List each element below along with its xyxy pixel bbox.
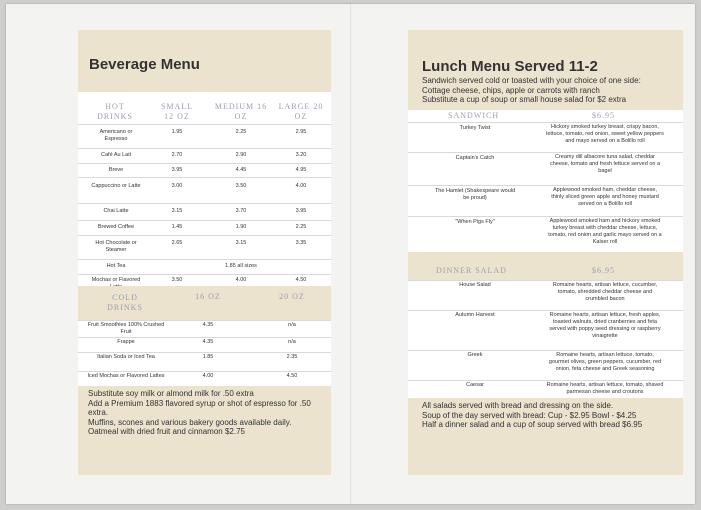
lunch-note-line: All salads served with bread and dressing on the side. <box>422 401 614 410</box>
beverage-notes <box>88 389 332 437</box>
lunch-note-line: Soup of the day served with bread: Cup - $2.95 Bowl - $4.25 <box>422 410 637 420</box>
hot-drinks-header <box>78 94 331 125</box>
sandwich-row <box>408 185 683 217</box>
hot-drink-row <box>78 163 331 178</box>
hot-drink-row <box>78 235 331 260</box>
large-price: 4.95 <box>295 166 307 173</box>
hot-drink-name: Brewed Coffee <box>97 224 135 230</box>
price-16oz: 4.35 <box>202 322 214 328</box>
page-fold <box>350 4 352 504</box>
medium-size-label: MEDIUM 16 OZ <box>214 102 268 121</box>
sandwich-name: Captain's Catch <box>455 155 495 161</box>
small-price: 3.15 <box>171 208 183 214</box>
small-price: 3.00 <box>171 183 183 189</box>
cold-20oz-label: 20 OZ <box>279 292 305 301</box>
cold-drink-row <box>78 352 331 372</box>
lunch-title-bar <box>408 30 683 110</box>
hot-drink-row <box>78 148 331 164</box>
hot-drink-name: Chai Latte <box>103 208 129 214</box>
sandwich-row <box>408 216 683 253</box>
hot-drink-name: Breve <box>108 166 124 173</box>
sandwich-row <box>408 152 683 186</box>
sandwich-description: Applewood smoked ham, cheddar cheese, thinly sliced green apple and honey mustard served on a Bolillo roll <box>551 187 659 207</box>
salad-description: Romaine hearts, artisan lettuce, tomato, gourmet olives, green peppers, cucumber, red onion, feta cheese and Greek seasoning <box>548 352 662 372</box>
cold-drink-row <box>78 337 331 353</box>
medium-price: 3.15 <box>235 240 247 246</box>
beverage-note-line: Oatmeal with dried fruit and cinnamon $2.75 <box>88 427 245 436</box>
hot-drink-row <box>78 259 331 275</box>
medium-price: 1.90 <box>235 224 247 230</box>
hot-drinks-label: HOT DRINKS <box>97 102 133 121</box>
salad-name: Autumn Harvest <box>455 312 495 318</box>
small-price: 1.45 <box>171 224 183 230</box>
sandwich-description: Applewood smoked ham and hickory smoked turkey breast with cheddar cheese, lettuce, tomato, red onion and garlic mayo served on a Kaiser roll <box>548 218 662 245</box>
large-price: 3.95 <box>295 208 307 214</box>
salad-row <box>408 310 683 351</box>
sandwich-description: Hickory smoked turkey breast, crispy bacon, lettuce, tomato, red onion, sweet yellow peppers and mayo served on a Bolillo roll <box>546 124 664 144</box>
cold-drinks-header <box>78 286 331 321</box>
medium-price: 4.45 <box>235 166 247 173</box>
sandwich-price: $6.95 <box>592 111 615 120</box>
hot-drink-name: Hot Chocolate or Steamer <box>95 240 137 253</box>
price-20oz: 4.50 <box>286 373 298 379</box>
medium-price: 2.25 <box>235 129 247 135</box>
sandwich-description: Creamy dill albacore tuna salad, cheddar cheese, tomato and fresh lettuce served on a bagel <box>549 154 661 174</box>
price-20oz: n/a <box>288 322 296 328</box>
medium-price: 3.50 <box>235 183 247 189</box>
large-price: 2.95 <box>295 129 307 135</box>
sandwich-label: SANDWICH <box>448 111 500 120</box>
salad-description: Romaine hearts, artisan lettuce, cucumber, tomato, shredded cheddar cheese and crumbled bacon <box>552 282 658 302</box>
salad-name: Caesar <box>466 382 484 388</box>
beverage-note-line: Substitute soy milk or almond milk for .50 extra <box>88 389 254 398</box>
small-price: 3.50 <box>171 277 183 283</box>
large-price: 3.35 <box>295 240 307 246</box>
small-price: 3.95 <box>171 166 183 173</box>
sandwich-name: Turkey Twist <box>459 125 491 131</box>
price-16oz: 4.00 <box>202 373 214 379</box>
price-20oz: n/a <box>288 339 296 345</box>
price-16oz: 4.35 <box>202 339 214 345</box>
lunch-notes-box <box>408 398 683 475</box>
dinner-salad-header <box>408 252 683 281</box>
hot-drink-name: Hot Tea <box>106 263 126 269</box>
large-price: 2.25 <box>295 224 307 230</box>
sandwich-name: "When Pigs Fly" <box>455 219 495 225</box>
hot-drink-row <box>78 124 331 149</box>
medium-price: 4.00 <box>235 277 247 283</box>
salad-row <box>408 380 683 399</box>
cold-drink-row <box>78 320 331 338</box>
hot-drink-name: Mochas or Flavored <box>91 277 141 283</box>
lunch-intro-line: Sandwich served cold or toasted with your choice of one side: <box>422 76 641 85</box>
sandwich-row <box>408 122 683 153</box>
lunch-intro-line: Cottage cheese, chips, apple or carrots with ranch <box>422 85 600 95</box>
lunch-notes <box>422 401 680 430</box>
beverage-title: Beverage Menu <box>89 56 200 73</box>
dinner-salad-price: $6.95 <box>592 266 615 275</box>
sandwich-name: The Hamlet (Shakespeare would be proud) <box>434 188 516 201</box>
hot-drink-name: Americano or Espresso <box>99 129 133 142</box>
hot-drink-name: Cappuccino or Latte <box>91 183 141 189</box>
large-size-label: LARGE 20 OZ <box>278 102 324 121</box>
beverage-notes-box <box>78 386 331 475</box>
small-price: 2.70 <box>171 152 183 158</box>
price-20oz: 2.35 <box>286 354 298 360</box>
lunch-intro <box>422 76 682 105</box>
cold-drink-name: Italian Soda or Iced Tea <box>97 354 155 360</box>
small-size-label: SMALL 12 OZ <box>160 102 194 121</box>
small-price: 2.65 <box>171 240 183 246</box>
cold-drink-row <box>78 371 331 387</box>
cold-drink-name: Iced Mochas or Flavored Lattes <box>87 373 165 379</box>
small-price: 1.95 <box>171 129 183 135</box>
hot-drink-row <box>78 177 331 204</box>
hot-drink-name: Café Au Lait <box>101 152 131 158</box>
hot-drink-row <box>78 203 331 221</box>
cold-drink-name: Fruit Smoothies 100% Crushed Fruit <box>87 322 165 335</box>
large-price: 4.00 <box>295 183 307 189</box>
cold-drink-name: Frappe <box>117 339 135 345</box>
beverage-note-line: Muffins, scones and various bakery goods available daily. <box>88 417 292 427</box>
cold-16oz-label: 16 OZ <box>195 292 221 301</box>
price-16oz: 1.85 <box>202 354 214 360</box>
dinner-salad-label: DINNER SALAD <box>436 266 507 275</box>
salad-description: Romaine hearts, artisan lettuce, fresh apples, toasted walnuts, dried cranberries and feta served with poppy seed dressing or raspberry vinaigrette <box>549 312 661 339</box>
cold-drinks-label: COLD DRINKS <box>107 293 143 312</box>
medium-price: 3.70 <box>235 208 247 214</box>
lunch-intro-line: Substitute a cup of soup or small house salad for $2 extra <box>422 95 627 104</box>
medium-price: 2.90 <box>235 152 247 158</box>
lunch-note-line: Half a dinner salad and a cup of soup served with bread $6.95 <box>422 420 643 429</box>
hot-drink-row <box>78 220 331 236</box>
lunch-page <box>408 30 683 475</box>
lunch-title: Lunch Menu Served 11-2 <box>422 58 598 75</box>
large-price: 3.20 <box>295 152 307 158</box>
salad-row <box>408 280 683 311</box>
salad-name: House Salad <box>459 282 491 288</box>
medium-price: 1.85 all sizes <box>225 263 257 269</box>
salad-row <box>408 350 683 381</box>
beverage-title-bar <box>78 30 331 92</box>
beverage-page <box>78 30 331 475</box>
salad-description: Romaine hearts, artisan lettuce, tomato, shaved parmesan cheese and croutons <box>546 382 664 395</box>
beverage-note-line: Add a Premium 1883 flavored syrup or shot of espresso for .50 extra. <box>88 398 311 417</box>
salad-name: Greek <box>467 352 483 358</box>
large-price: 4.50 <box>295 277 307 283</box>
